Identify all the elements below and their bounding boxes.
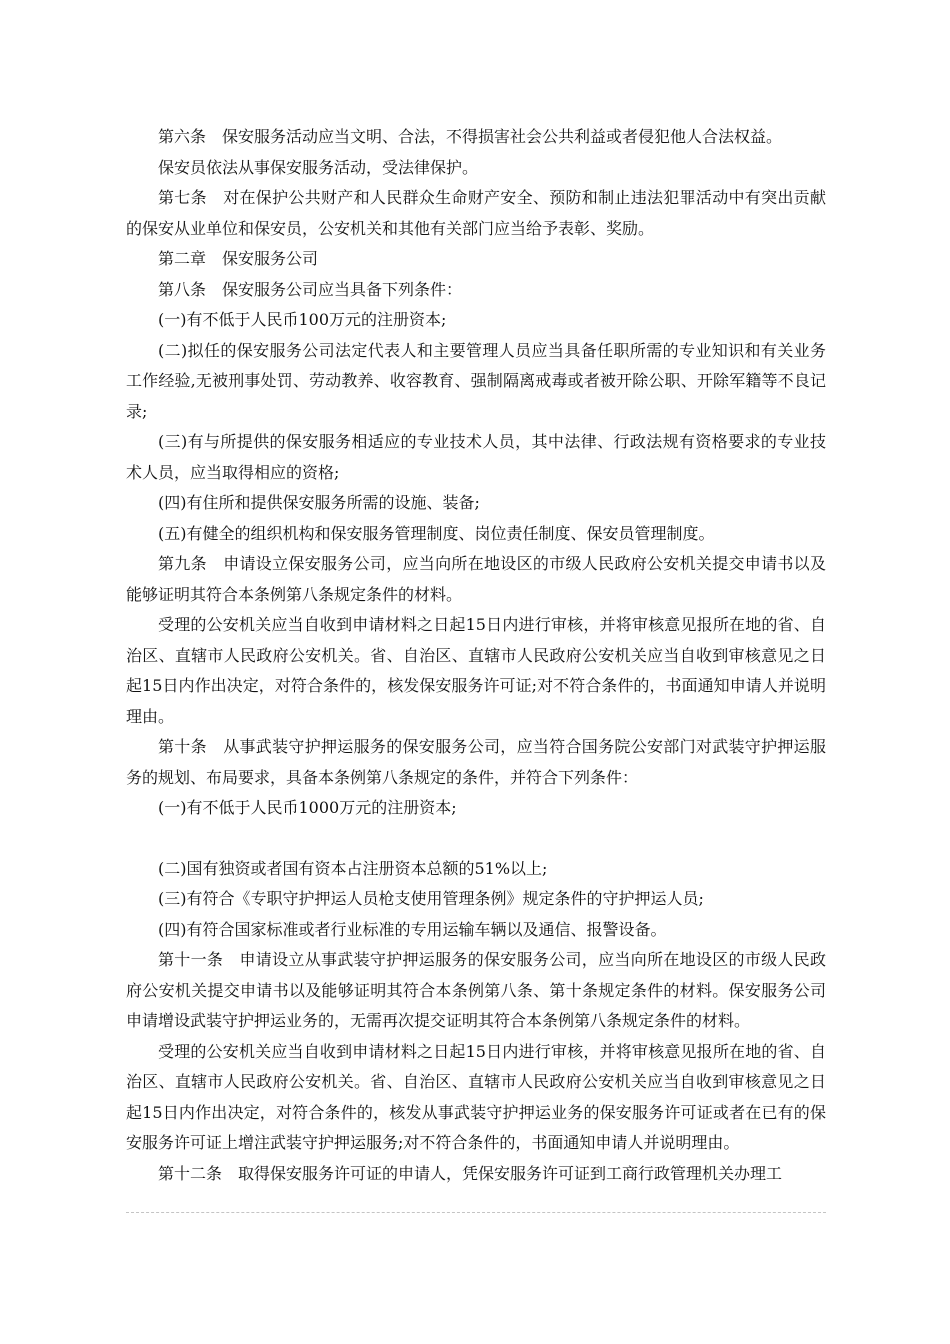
- article-8-item-3: (三)有与所提供的保安服务相适应的专业技术人员，其中法律、行政法规有资格要求的专业技术人员，应当取得相应的资格;: [126, 432, 826, 482]
- article-8-item-1: (一)有不低于人民币100万元的注册资本;: [158, 310, 447, 329]
- document-body: [126, 122, 826, 1189]
- article-8-paragraph: 第八条 保安服务公司应当具备下列条件：: [158, 279, 463, 299]
- article-8-item-2: (二)拟任的保安服务公司法定代表人和主要管理人员应当具备任职所需的专业知识和有关业务工作经验,无被刑事处罚、劳动教养、收容教育、强制隔离戒毒或者被开除公职、开除军籍等不良记录;: [126, 340, 826, 421]
- article-11-clause-2: 受理的公安机关应当自收到申请材料之日起15日内进行审核，并将审核意见报所在地的省、自治区、直辖市人民政府公安机关。省、自治区、直辖市人民政府公安机关应当自收到审核意见之日起15日内作出决定，对符合条件的，核发从事武装守护押运业务的保安服务许可证或者在已有的保安服务许可证上增注武装守护押运服务;对不符合条件的，书面通知申请人并说明理由。: [126, 1041, 826, 1152]
- article-10-item-1: (一)有不低于人民币1000万元的注册资本;: [158, 798, 457, 817]
- article-9-paragraph: 第九条 申请设立保安服务公司，应当向所在地设区的市级人民政府公安机关提交申请书以及能够证明其符合本条例第八条规定条件的材料。: [126, 554, 826, 604]
- article-10-item-3: (三)有符合《专职守护押运人员枪支使用管理条例》规定条件的守护押运人员;: [158, 889, 704, 908]
- paragraph-gap: [126, 824, 826, 854]
- article-8-item-5: (五)有健全的组织机构和保安服务管理制度、岗位责任制度、保安员管理制度。: [158, 523, 715, 543]
- article-7-paragraph: 第七条 对在保护公共财产和人民群众生命财产安全、预防和制止违法犯罪活动中有突出贡献的保安从业单位和保安员，公安机关和其他有关部门应当给予表彰、奖励。: [126, 188, 826, 238]
- page-break-dashed-rule: [126, 1212, 826, 1213]
- chapter-2-heading: 第二章 保安服务公司: [158, 249, 319, 268]
- article-6-clause-2: 保安员依法从事保安服务活动，受法律保护。: [158, 157, 479, 177]
- article-11-paragraph: 第十一条 申请设立从事武装守护押运服务的保安服务公司，应当向所在地设区的市级人民政府公安机关提交申请书以及能够证明其符合本条例第八条、第十条规定条件的材料。保安服务公司申请增设武装守护押运业务的，无需再次提交证明其符合本条例第八条规定条件的材料。: [126, 950, 826, 1030]
- article-10-paragraph: 第十条 从事武装守护押运服务的保安服务公司，应当符合国务院公安部门对武装守护押运服务的规划、布局要求，具备本条例第八条规定的条件，并符合下列条件：: [126, 737, 826, 787]
- article-9-clause-2: 受理的公安机关应当自收到申请材料之日起15日内进行审核，并将审核意见报所在地的省、自治区、直辖市人民政府公安机关。省、自治区、直辖市人民政府公安机关应当自收到审核意见之日起15日内作出决定，对符合条件的，核发保安服务许可证;对不符合条件的，书面通知申请人并说明理由。: [126, 615, 826, 726]
- article-6-paragraph: 第六条 保安服务活动应当文明、合法，不得损害社会公共利益或者侵犯他人合法权益。: [158, 127, 783, 146]
- article-8-item-4: (四)有住所和提供保安服务所需的设施、装备;: [158, 493, 480, 512]
- article-12-paragraph: 第十二条 取得保安服务许可证的申请人，凭保安服务许可证到工商行政管理机关办理工: [158, 1163, 783, 1183]
- article-10-item-2: (二)国有独资或者国有资本占注册资本总额的51%以上;: [158, 858, 548, 878]
- article-10-item-4: (四)有符合国家标准或者行业标准的专用运输车辆以及通信、报警设备。: [158, 919, 667, 939]
